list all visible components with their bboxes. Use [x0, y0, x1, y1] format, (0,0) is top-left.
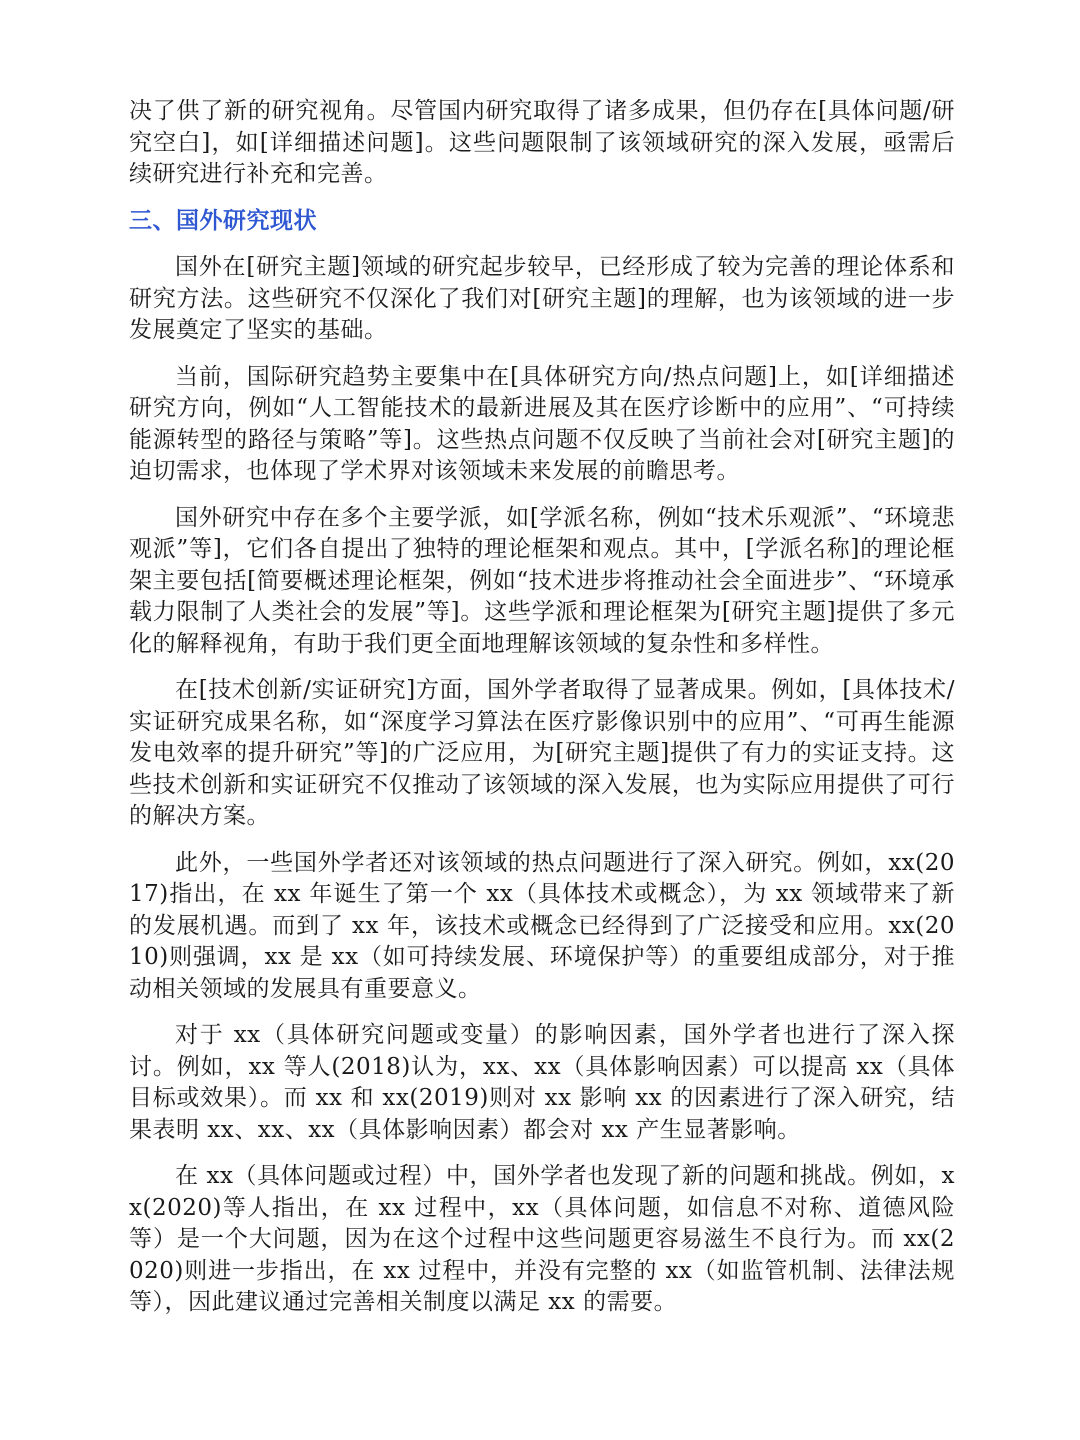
- section-heading: 三、国外研究现状: [129, 207, 317, 234]
- paragraph-continuation: 决了供了新的研究视角。尽管国内研究取得了诸多成果，但仍存在[具体问题/研究空白]，如[详细描述问题]。这些问题限制了该领域研究的深入发展，亟需后续研究进行补充和完善。: [129, 98, 955, 187]
- paragraph: 对于 xx（具体研究问题或变量）的影响因素，国外学者也进行了深入探讨。例如，xx 等人(2018)认为，xx、xx（具体影响因素）可以提高 xx（具体目标或效果）。而 xx 和 xx(2019)则对 xx 影响 xx 的因素进行了深入研究，结果表明 xx、xx、xx（具体影响因素）都会对 xx 产生显著影响。: [129, 1022, 955, 1143]
- document-page: [129, 96, 955, 1334]
- paragraph: 国外在[研究主题]领域的研究起步较早，已经形成了较为完善的理论体系和研究方法。这些研究不仅深化了我们对[研究主题]的理解，也为该领域的进一步发展奠定了坚实的基础。: [129, 254, 955, 343]
- paragraph: 在 xx（具体问题或过程）中，国外学者也发现了新的问题和挑战。例如，xx(2020)等人指出，在 xx 过程中，xx（具体问题，如信息不对称、道德风险等）是一个大问题，因为在这个过程中这些问题更容易滋生不良行为。而 xx(2020)则进一步指出，在 xx 过程中，并没有完整的 xx（如监管机制、法律法规等），因此建议通过完善相关制度以满足 xx 的需要。: [129, 1163, 955, 1315]
- paragraph: 在[技术创新/实证研究]方面，国外学者取得了显著成果。例如，[具体技术/实证研究成果名称，如“深度学习算法在医疗影像识别中的应用”、“可再生能源发电效率的提升研究”等]的广泛应用，为[研究主题]提供了有力的实证支持。这些技术创新和实证研究不仅推动了该领域的深入发展，也为实际应用提供了可行的解决方案。: [129, 677, 955, 829]
- paragraph: 当前，国际研究趋势主要集中在[具体研究方向/热点问题]上，如[详细描述研究方向，例如“人工智能技术的最新进展及其在医疗诊断中的应用”、“可持续能源转型的路径与策略”等]。这些热点问题不仅反映了当前社会对[研究主题]的迫切需求，也体现了学术界对该领域未来发展的前瞻思考。: [129, 363, 955, 484]
- paragraph: 国外研究中存在多个主要学派，如[学派名称，例如“技术乐观派”、“环境悲观派”等]，它们各自提出了独特的理论框架和观点。其中，[学派名称]的理论框架主要包括[简要概述理论框架，例如“技术进步将推动社会全面进步”、“环境承载力限制了人类社会的发展”等]。这些学派和理论框架为[研究主题]提供了多元化的解释视角，有助于我们更全面地理解该领域的复杂性和多样性。: [129, 504, 955, 657]
- paragraph: 此外，一些国外学者还对该领域的热点问题进行了深入研究。例如，xx(2017)指出，在 xx 年诞生了第一个 xx（具体技术或概念），为 xx 领域带来了新的发展机遇。而到了 xx 年，该技术或概念已经得到了广泛接受和应用。xx(2010)则强调，xx 是 xx（如可持续发展、环境保护等）的重要组成部分，对于推动相关领域的发展具有重要意义。: [129, 849, 955, 1002]
